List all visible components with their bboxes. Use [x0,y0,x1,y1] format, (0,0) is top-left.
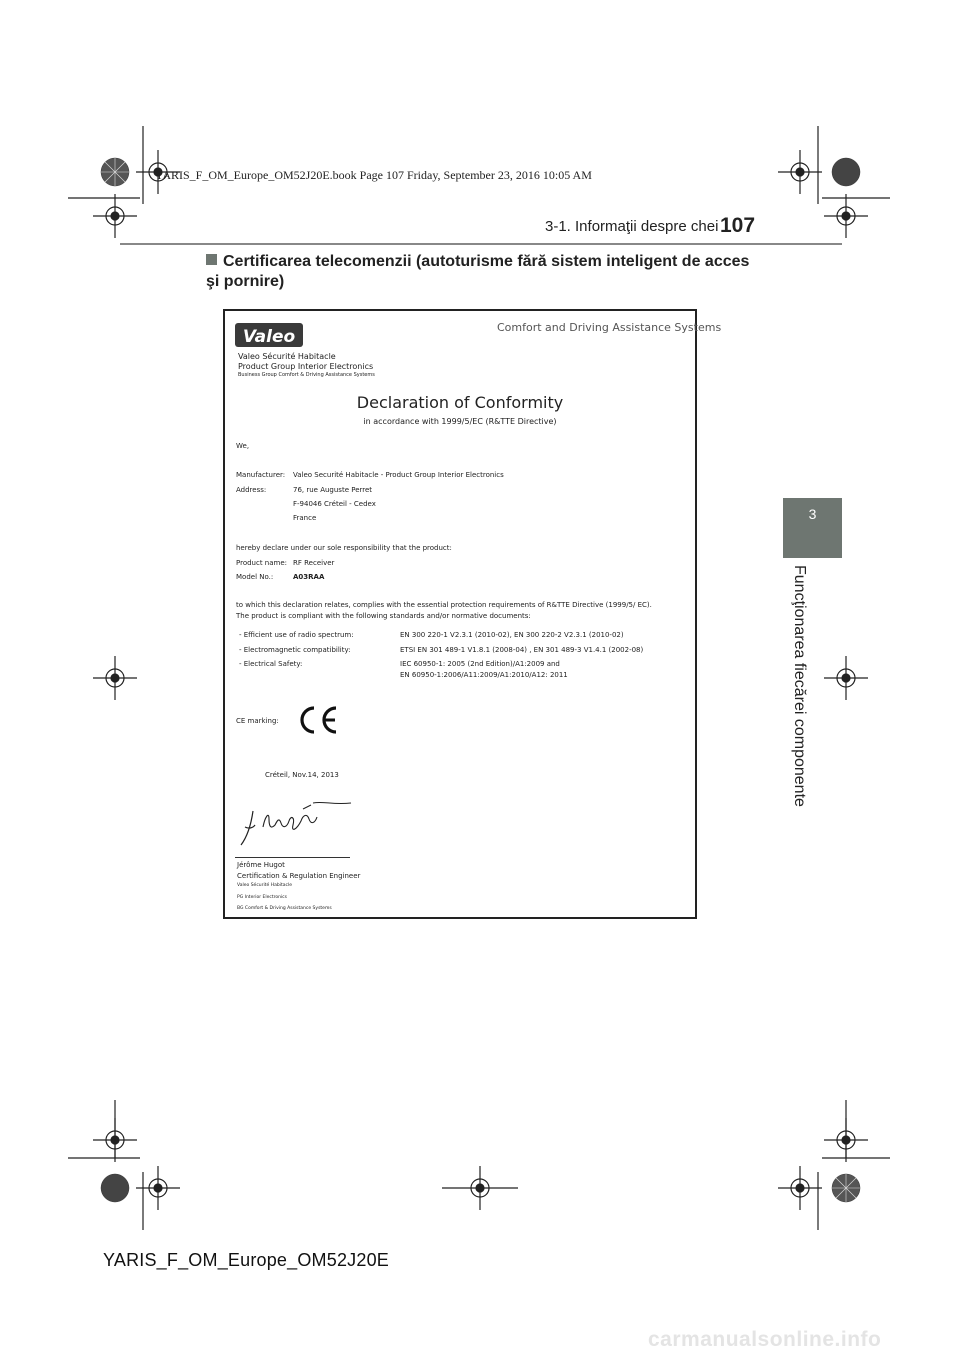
section-title: 3-1. Informaţii despre chei [545,218,719,235]
subheading [206,252,766,292]
standard-value-3b: EN 60950-1:2006/A11:2009/A1:2010/A12: 2011 [400,671,568,679]
tagline: Comfort and Driving Assistance Systems [497,321,722,334]
signature-image [233,797,353,859]
watermark: carmanualsonline.info [648,1328,882,1351]
we-text: We, [236,442,250,450]
relates-line-1: to which this declaration relates, complies with the essential protection requirements of R&TTE Directive (1999/5/ EC). [236,601,652,609]
product-name-label: Product name: [236,559,288,567]
standard-value-1: EN 300 220-1 V2.3.1 (2010-02), EN 300 220-2 V2.3.1 (2010-02) [400,631,624,639]
page-number: 107 [720,214,756,237]
model-value: A03RAA [293,573,325,581]
relates-line-2: The product is compliant with the following standards and/or normative documents: [236,612,531,620]
address-line-2: F-94046 Créteil - Cedex [293,500,376,508]
standard-label-2: - Electromagnetic compatibility: [239,646,351,654]
declare-text: hereby declare under our sole responsibility that the product: [236,544,452,552]
signer-org-2: PG Interior Electronics [237,895,288,900]
chapter-number: 3 [808,506,817,522]
manufacturer-value: Valeo Securité Habitacle - Product Group Interior Electronics [293,471,504,479]
logo-text: Valeo [242,327,296,347]
standard-value-2: ETSI EN 301 489-1 V1.8.1 (2008-04) , EN 301 489-3 V1.4.1 (2002-08) [400,646,644,654]
signature-line [235,857,350,858]
book-info-line: YARIS_F_OM_Europe_OM52J20E.book Page 107 Friday, September 23, 2016 10:05 AM [155,168,592,182]
standard-label-1: - Efficient use of radio spectrum: [239,631,354,639]
model-label: Model No.: [236,573,274,581]
chapter-tab [783,498,842,558]
company-line-2: Product Group Interior Electronics [238,362,374,371]
address-line-1: 76, rue Auguste Perret [293,486,373,494]
signer-role: Certification & Regulation Engineer [237,872,361,880]
standard-label-3: - Electrical Safety: [239,660,303,668]
manufacturer-label: Manufacturer: [236,471,286,479]
product-name-value: RF Receiver [293,559,335,567]
signer-org-1: Valeo Sécurité Habitacle [237,883,292,888]
company-line-3: Business Group Comfort & Driving Assistance Systems [238,372,375,378]
signer-org-3: BG Comfort & Driving Assistance Systems [237,906,332,911]
signer-name: Jérôme Hugot [237,861,285,869]
address-label: Address: [236,486,267,494]
standard-value-3: IEC 60950-1: 2005 (2nd Edition)/A1:2009 and [400,660,560,668]
header-rule [120,243,842,245]
ce-mark-icon [295,704,339,736]
declaration-subtitle: in accordance with 1999/5/EC (R&TTE Directive) [363,417,557,426]
footer-code: YARIS_F_OM_Europe_OM52J20E [103,1250,390,1270]
company-line-1: Valeo Sécurité Habitacle [238,352,336,361]
ce-marking-label: CE marking: [236,717,279,725]
declaration-title: Declaration of Conformity [356,393,564,412]
valeo-logo [235,321,305,349]
chapter-vertical-title: Funcţionarea fiecărei componente [791,565,808,807]
subheading-text: Certificarea telecomenzii (autoturisme fără sistem inteligent de acces şi pornire) [206,253,750,290]
square-bullet-icon [206,254,217,265]
place-date: Créteil, Nov.14, 2013 [265,771,339,779]
declaration-document [223,309,722,919]
address-line-3: France [293,514,317,522]
